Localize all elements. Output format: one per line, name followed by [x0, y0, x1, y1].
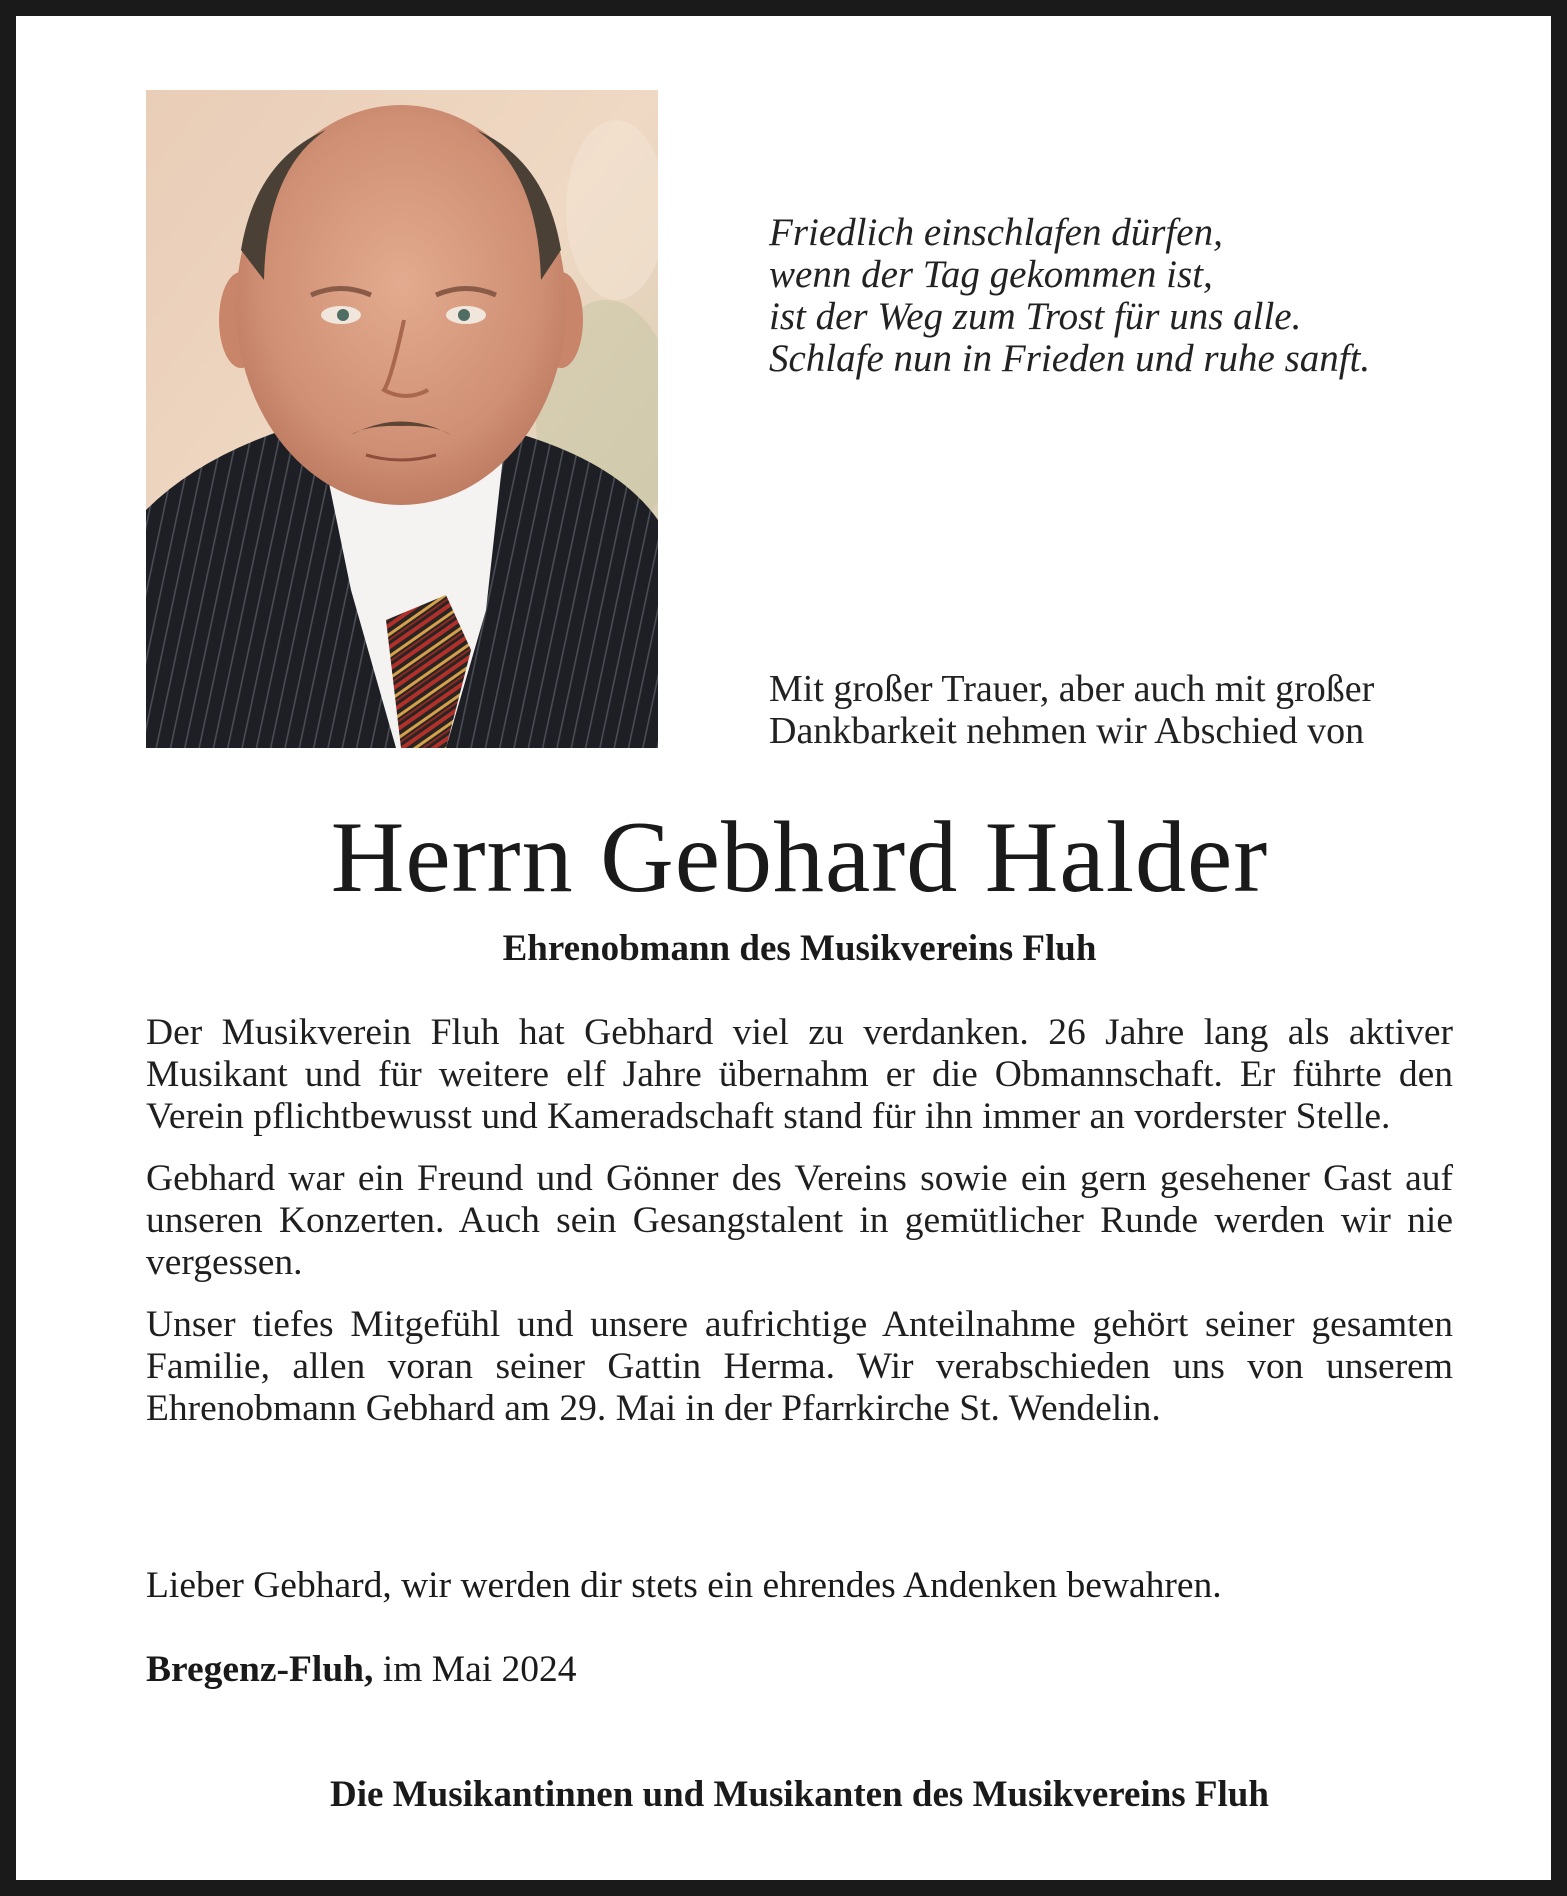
poem-line: Friedlich einschlafen dürfen,: [769, 211, 1223, 254]
poem-line: Schlafe nun in Frieden und ruhe sanft.: [769, 337, 1371, 380]
signature: Die Musikantinnen und Musikanten des Musikvereins Fluh: [330, 1774, 1269, 1815]
poem-line: wenn der Tag gekommen ist,: [769, 253, 1213, 296]
place-city: Bregenz-Fluh,: [146, 1649, 374, 1690]
poem-line: ist der Weg zum Trost für uns alle.: [769, 295, 1302, 338]
farewell-intro: [769, 668, 1469, 752]
body-paragraph: Unser tiefes Mitgefühl und unsere aufrichtige Anteilnahme gehört seiner gesamten Familie, allen voran seiner Gattin Herma. Wir verabschieden uns von unserem Ehrenobmann Gebhard am 29. Mai in der Pfarrkirche St. Wendelin.: [146, 1304, 1453, 1429]
body-paragraph: Der Musikverein Fluh hat Gebhard viel zu verdanken. 26 Jahre lang als aktiver Musikant und für weitere elf Jahre übernahm er die Obmannschaft. Er führte den Verein pflichtbewusst und Kameradschaft stand für ihn immer an vorderster Stelle.: [146, 1012, 1453, 1137]
intro-line: Mit großer Trauer, aber auch mit großer: [769, 668, 1375, 710]
portrait-photo: [146, 90, 658, 748]
obituary-body: [146, 1012, 1453, 1430]
place-date: im Mai 2024: [382, 1649, 577, 1690]
deceased-name: Herrn Gebhard Halder: [330, 801, 1269, 914]
body-paragraph: Gebhard war ein Freund und Gönner des Vereins sowie ein gern gesehener Gast auf unseren Konzerten. Auch sein Gesangstalent in gemütlicher Runde werden wir nie vergessen.: [146, 1158, 1453, 1283]
place-and-date: [146, 1649, 577, 1691]
closing-line: Lieber Gebhard, wir werden dir stets ein ehrendes Andenken bewahren.: [146, 1565, 1222, 1606]
deceased-title: Ehrenobmann des Musikvereins Fluh: [502, 928, 1097, 969]
intro-line: Dankbarkeit nehmen wir Abschied von: [769, 710, 1365, 752]
memorial-poem: [769, 212, 1509, 380]
